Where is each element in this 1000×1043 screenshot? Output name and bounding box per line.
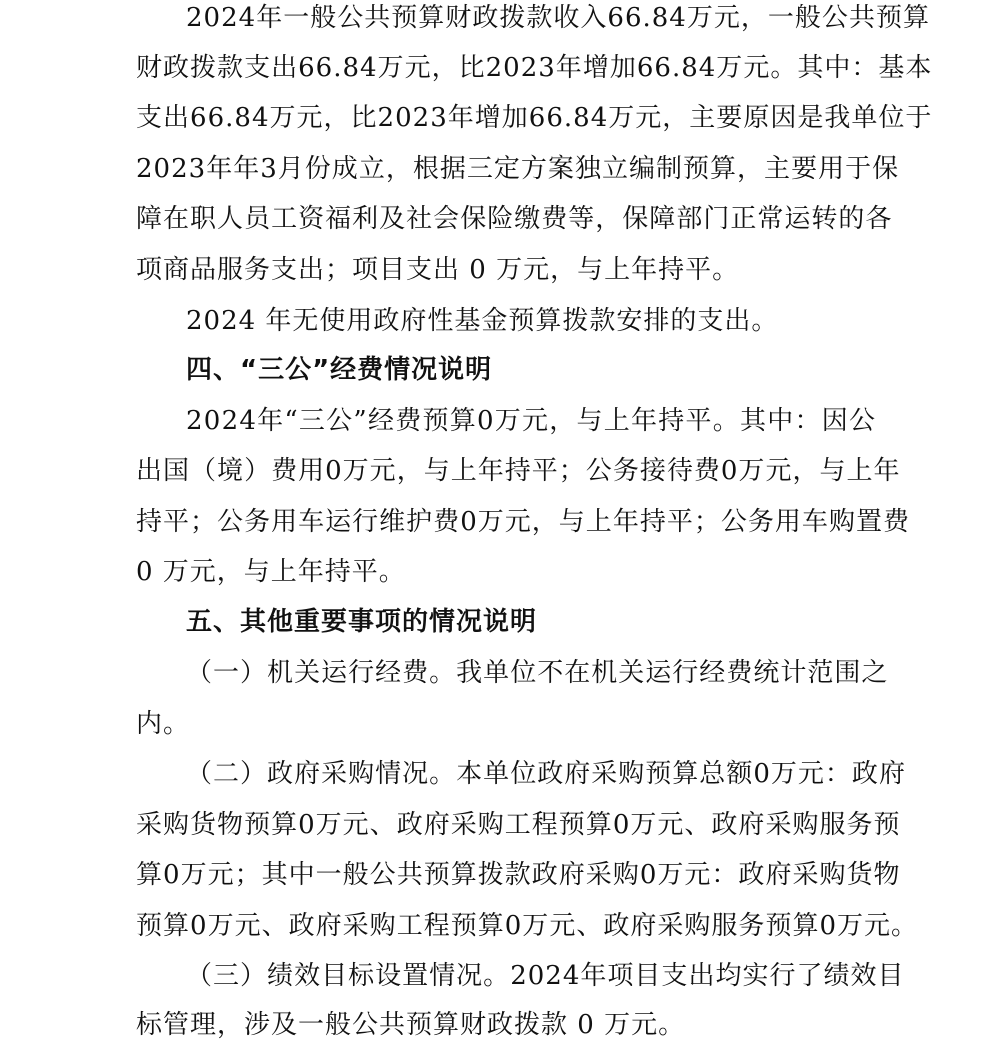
paragraph-line: （ 一 ） 机 关 运 行 经 费 。 我 单 位 不 在 机 关 运 行 经 费 统 计 范 围 之 <box>186 658 889 688</box>
paragraph-line: 内。 <box>136 709 191 739</box>
paragraph-line: 持 平 ； 公 务 用 车 运 行 维 护 费 0 万 元 ， 与 上 年 持 平 ； 公 务 用 车 购 置 费 <box>136 507 910 537</box>
paragraph-line: （ 三 ） 绩 效 目 标 设 置 情 况 。 2 0 2 4 年 项 目 支 出 均 实 行 了 绩 效 目 <box>186 961 905 991</box>
paragraph-line: 财 政 拨 款 支 出 6 6 . 8 4 万 元 ， 比 2 0 2 3 年 增 加 6 6 . 8 4 万 元 。 其 中 ： 基 本 <box>136 53 933 83</box>
paragraph-line: 支 出 6 6 . 8 4 万 元 ， 比 2 0 2 3 年 增 加 6 6 . 8 4 万 元 ， 主 要 原 因 是 我 单 位 于 <box>136 103 933 133</box>
paragraph-line: 障 在 职 人 员 工 资 福 利 及 社 会 保 险 缴 费 等 ， 保 障 部 门 正 常 运 转 的 各 <box>136 204 893 234</box>
paragraph-line: 标管理，涉及一般公共预算财政拨款 0 万元。 <box>136 1010 686 1040</box>
paragraph-line: 0 万元，与上年持平。 <box>136 557 406 587</box>
paragraph-line: 预 算 0 万 元 、 政 府 采 购 工 程 预 算 0 万 元 、 政 府 采 购 服 务 预 算 0 万 元 。 <box>136 911 919 941</box>
paragraph-line: 算 0 万 元 ； 其 中 一 般 公 共 预 算 拨 款 政 府 采 购 0 万 元 ： 政 府 采 购 货 物 <box>136 860 901 890</box>
paragraph-line: 2024 年无使用政府性基金预算拨款安排的支出。 <box>186 306 779 336</box>
paragraph-line: 采 购 货 物 预 算 0 万 元 、 政 府 采 购 工 程 预 算 0 万 元 、 政 府 采 购 服 务 预 <box>136 810 901 840</box>
paragraph-line: 2 0 2 4 年 “ 三 公 ” 经 费 预 算 0 万 元 ， 与 上 年 持 平 。 其 中 ： 因 公 <box>186 406 876 436</box>
paragraph-line: 出 国 （ 境 ） 费 用 0 万 元 ， 与 上 年 持 平 ； 公 务 接 待 费 0 万 元 ， 与 上 年 <box>136 456 901 486</box>
section-heading: 四、“三公”经费情况说明 <box>186 355 493 385</box>
paragraph-line: （ 二 ） 政 府 采 购 情 况 。 本 单 位 政 府 采 购 预 算 总 额 0 万 元 ： 政 府 <box>186 759 906 789</box>
section-heading: 五、其他重要事项的情况说明 <box>186 607 538 637</box>
paragraph-line: 2 0 2 3 年 年 3 月 份 成 立 ， 根 据 三 定 方 案 独 立 编 制 预 算 ， 主 要 用 于 保 <box>136 154 900 184</box>
paragraph-line: 项商品服务支出；项目支出 0 万元，与上年持平。 <box>136 255 740 285</box>
paragraph-line: 2 0 2 4 年 一 般 公 共 预 算 财 政 拨 款 收 入 6 6 . 8 4 万 元 ， 一 般 公 共 预 算 <box>186 3 930 33</box>
